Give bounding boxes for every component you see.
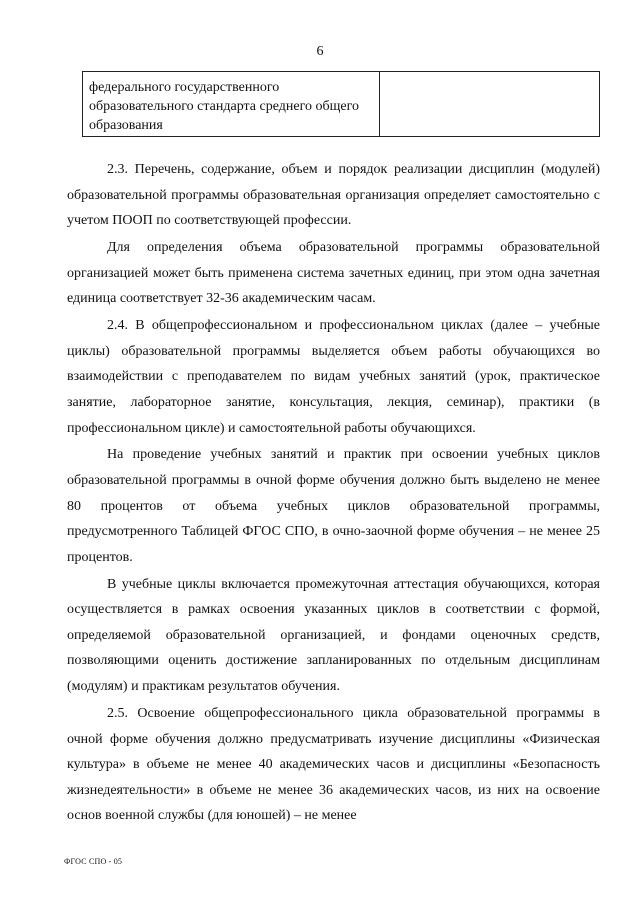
paragraph-2-5: 2.5. Освоение общепрофессионального цикла образовательной программы в очной форме обучения должно предусматривать изучение дисциплины «Физическая культура» в объеме не менее 40 академических часов и дисциплины «Безопасность жизнедеятельности» в объеме не менее 36 академических часов, из них на освоение основ военной службы (для юношей) – не менее	[67, 705, 600, 824]
paragraph-contact-hours: На проведение учебных занятий и практик при освоении учебных циклов образовательной программы в очной форме обучения должно быть выделено не менее 80 процентов от объема учебных циклов образовательной программы, предусмотренного Таблицей ФГОС СПО, в очно-заочной форме обучения – не менее 25 процентов.	[67, 447, 600, 565]
paragraph-attestation: В учебные циклы включается промежуточная аттестация обучающихся, которая осуществляется в рамках освоения указанных циклов в соответствии с формой, определяемой образовательной организацией, и фондами оценочных средств, позволяющими оценить достижение запланированных по отдельным дисциплинам (модулям) и практикам результатов обучения.	[67, 576, 600, 695]
table-cell-left: федерального государственного образовательного стандарта среднего общего образования	[83, 72, 380, 136]
document-body	[67, 157, 600, 830]
paragraph-2-3: 2.3. Перечень, содержание, объем и порядок реализации дисциплин (модулей) образовательной программы образовательная организация определяет самостоятельно с учетом ПООП по соответствующей профессии.	[67, 162, 600, 229]
page-number: 6	[316, 44, 324, 59]
continuation-table	[82, 71, 600, 137]
paragraph-credit-units: Для определения объема образовательной программы образовательной организацией может быть применена система зачетных единиц, при этом одна зачетная единица соответствует 32-36 академическим часам.	[67, 240, 600, 307]
table-cell-right	[380, 72, 599, 136]
document-footer: ФГОС СПО - 05	[64, 857, 123, 866]
paragraph-2-4: 2.4. В общепрофессиональном и профессиональном циклах (далее – учебные циклы) образовательной программы выделяется объем работы обучающихся во взаимодействии с преподавателем по видам учебных занятий (урок, практическое занятие, лабораторное занятие, консультация, лекция, семинар), практики (в профессиональном цикле) и самостоятельной работы обучающихся.	[67, 318, 600, 436]
